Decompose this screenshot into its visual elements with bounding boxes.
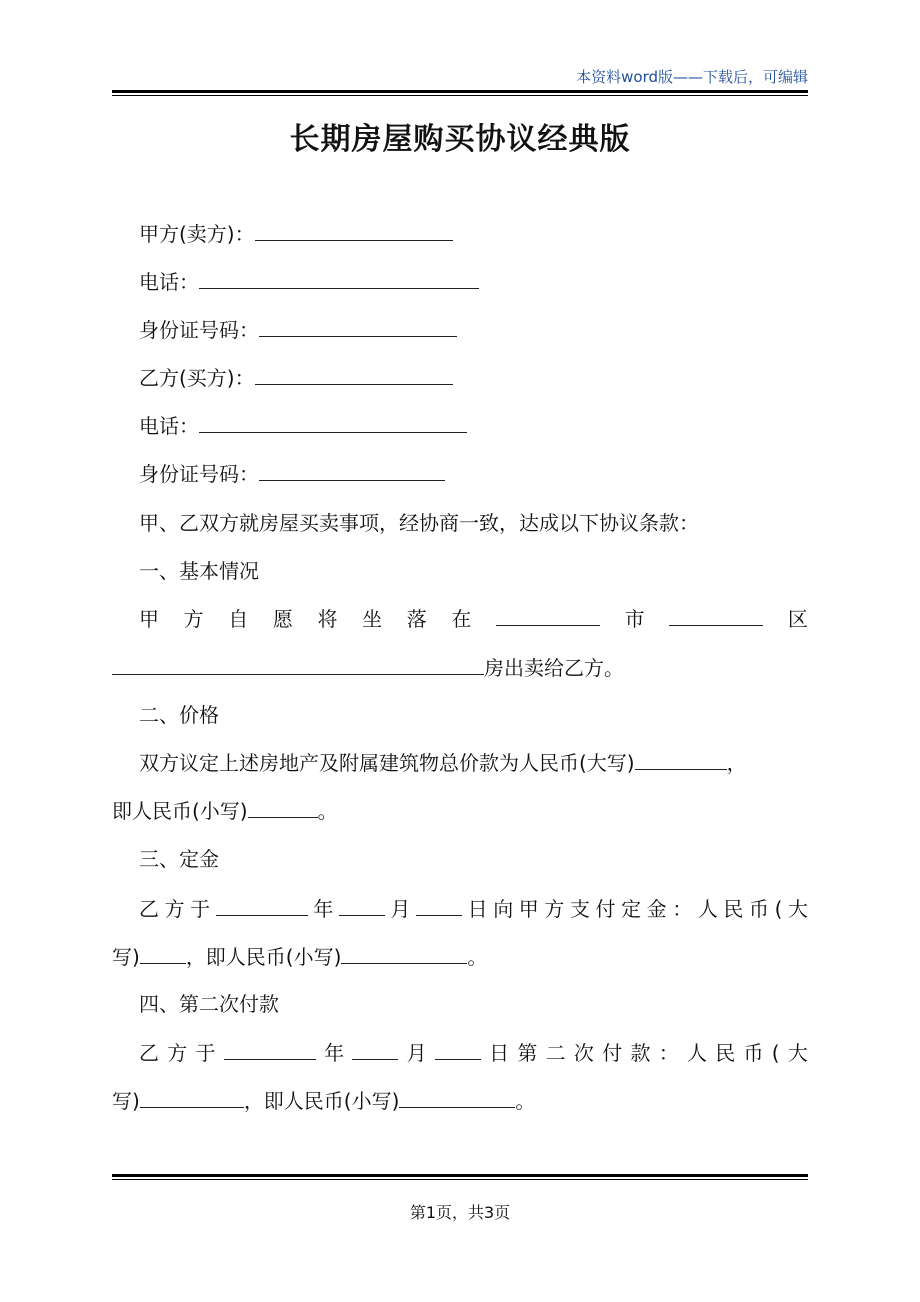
page-number: 第1页，共3页 (409, 1203, 511, 1222)
party-a-phone-label: 电话： (139, 270, 199, 294)
s3-month: 月 (390, 897, 411, 921)
s4-char: 于 (195, 1041, 216, 1065)
s4-char: 日 (489, 1041, 510, 1065)
s4-char: 币 (743, 1041, 764, 1065)
s4-char: 民 (715, 1041, 736, 1065)
s1-char: 将 (317, 607, 338, 631)
property-location-blank[interactable] (112, 654, 484, 675)
section1-line1 (112, 605, 808, 633)
s3-char: 人 (697, 897, 718, 921)
section2-end: 。 (317, 799, 338, 823)
party-a-blank[interactable] (255, 220, 453, 241)
payment2-day-blank[interactable] (435, 1039, 481, 1060)
s3-char: 大 (787, 897, 808, 921)
s3-line2a: 写) (112, 945, 140, 969)
party-a-id-field (112, 316, 835, 344)
document-title: 长期房屋购买协议经典版 (289, 122, 631, 157)
header-rule (112, 90, 808, 96)
s4-char: 付 (602, 1041, 623, 1065)
s4-line2b: ，即人民币(小写) (243, 1089, 400, 1113)
deposit-month-blank[interactable] (339, 895, 385, 916)
s1-char: 甲 (139, 607, 159, 631)
party-a-id-blank[interactable] (259, 316, 457, 337)
s4-char: ( (771, 1041, 780, 1065)
section1-line2 (112, 654, 808, 682)
s4-char: 人 (686, 1041, 707, 1065)
s3-char: 币 (748, 897, 769, 921)
s3-char: 定 (621, 897, 642, 921)
intro-paragraph: 甲、乙双方就房屋买卖事项，经协商一致，达成以下协议条款： (139, 511, 699, 535)
s3-char: 付 (595, 897, 616, 921)
s4-char: 二 (545, 1041, 566, 1065)
s1-char: 愿 (272, 607, 293, 631)
s3-char: ： (672, 897, 693, 921)
s4-char: 方 (167, 1041, 188, 1065)
party-a-phone-field (112, 268, 835, 296)
city-blank[interactable] (496, 605, 600, 626)
s4-char: 第 (517, 1041, 538, 1065)
party-b-blank[interactable] (255, 364, 453, 385)
deposit-day-blank[interactable] (416, 895, 462, 916)
s1-char: 在 (451, 607, 472, 631)
section2-comma: ， (726, 751, 747, 775)
s4-end: 。 (515, 1089, 536, 1113)
party-a-label: 甲方(卖方)： (139, 222, 255, 246)
s3-char: 方 (544, 897, 565, 921)
s4-month: 月 (406, 1041, 427, 1065)
section1-heading: 一、基本情况 (139, 559, 259, 583)
price-upper-blank[interactable] (635, 749, 727, 770)
party-b-id-blank[interactable] (259, 460, 445, 481)
party-b-label: 乙方(买方)： (139, 366, 255, 390)
s3-char: 支 (569, 897, 590, 921)
s3-line2b: ，即人民币(小写) (185, 945, 342, 969)
s4-char: 乙 (139, 1041, 159, 1065)
party-b-phone-label: 电话： (139, 414, 199, 438)
section2-line2 (112, 797, 808, 825)
party-a-field (112, 220, 835, 248)
s3-char: 乙 (139, 897, 159, 921)
section2-text2: 即人民币(小写) (112, 799, 248, 823)
party-b-id-field (112, 460, 835, 488)
s3-char: 甲 (518, 897, 539, 921)
payment2-month-blank[interactable] (352, 1039, 398, 1060)
s4-char: 次 (573, 1041, 594, 1065)
s3-char: 金 (646, 897, 667, 921)
s3-char: 于 (190, 897, 211, 921)
section4-heading: 四、第二次付款 (139, 992, 279, 1016)
s3-end: 。 (467, 945, 488, 969)
s3-char: 向 (493, 897, 514, 921)
s3-char: 日 (467, 897, 488, 921)
party-a-id-label: 身份证号码： (139, 318, 259, 342)
party-a-phone-blank[interactable] (199, 268, 479, 289)
s4-char: ： (658, 1041, 679, 1065)
s4-char: 大 (787, 1041, 808, 1065)
party-b-field (112, 364, 835, 392)
section4-line2 (112, 1087, 808, 1115)
district-label: 区 (787, 607, 808, 631)
price-lower-blank[interactable] (248, 797, 318, 818)
payment2-upper-blank[interactable] (140, 1087, 244, 1108)
section2-text1: 双方议定上述房地产及附属建筑物总价款为人民币(大写) (139, 751, 635, 775)
s1-char: 自 (228, 607, 249, 631)
party-b-phone-field (112, 412, 835, 440)
party-b-phone-blank[interactable] (199, 412, 467, 433)
section4-line1 (112, 1039, 808, 1067)
s1-char: 落 (406, 607, 427, 631)
party-b-id-label: 身份证号码： (139, 462, 259, 486)
s3-year: 年 (313, 897, 334, 921)
district-blank[interactable] (669, 605, 763, 626)
s3-char: ( (774, 897, 783, 921)
section3-heading: 三、定金 (139, 847, 219, 871)
footer-rule (112, 1174, 808, 1180)
section3-line1 (112, 895, 808, 923)
s1-char: 坐 (362, 607, 383, 631)
s1-char: 方 (183, 607, 204, 631)
section2-heading: 二、价格 (139, 703, 219, 727)
s4-char: 款 (630, 1041, 651, 1065)
deposit-year-blank[interactable] (216, 895, 308, 916)
deposit-lower-blank[interactable] (341, 943, 467, 964)
city-label: 市 (624, 607, 645, 631)
payment2-lower-blank[interactable] (399, 1087, 515, 1108)
section1-tail: 房出卖给乙方。 (484, 656, 624, 680)
s4-year: 年 (324, 1041, 345, 1065)
s3-char: 民 (723, 897, 744, 921)
s4-line2a: 写) (112, 1089, 140, 1113)
s3-char: 方 (164, 897, 185, 921)
deposit-upper-blank[interactable] (140, 943, 186, 964)
header-note: 本资料word版——下载后，可编辑 (576, 68, 808, 86)
section2-line1 (112, 749, 835, 777)
section3-line2 (112, 943, 808, 971)
payment2-year-blank[interactable] (224, 1039, 316, 1060)
